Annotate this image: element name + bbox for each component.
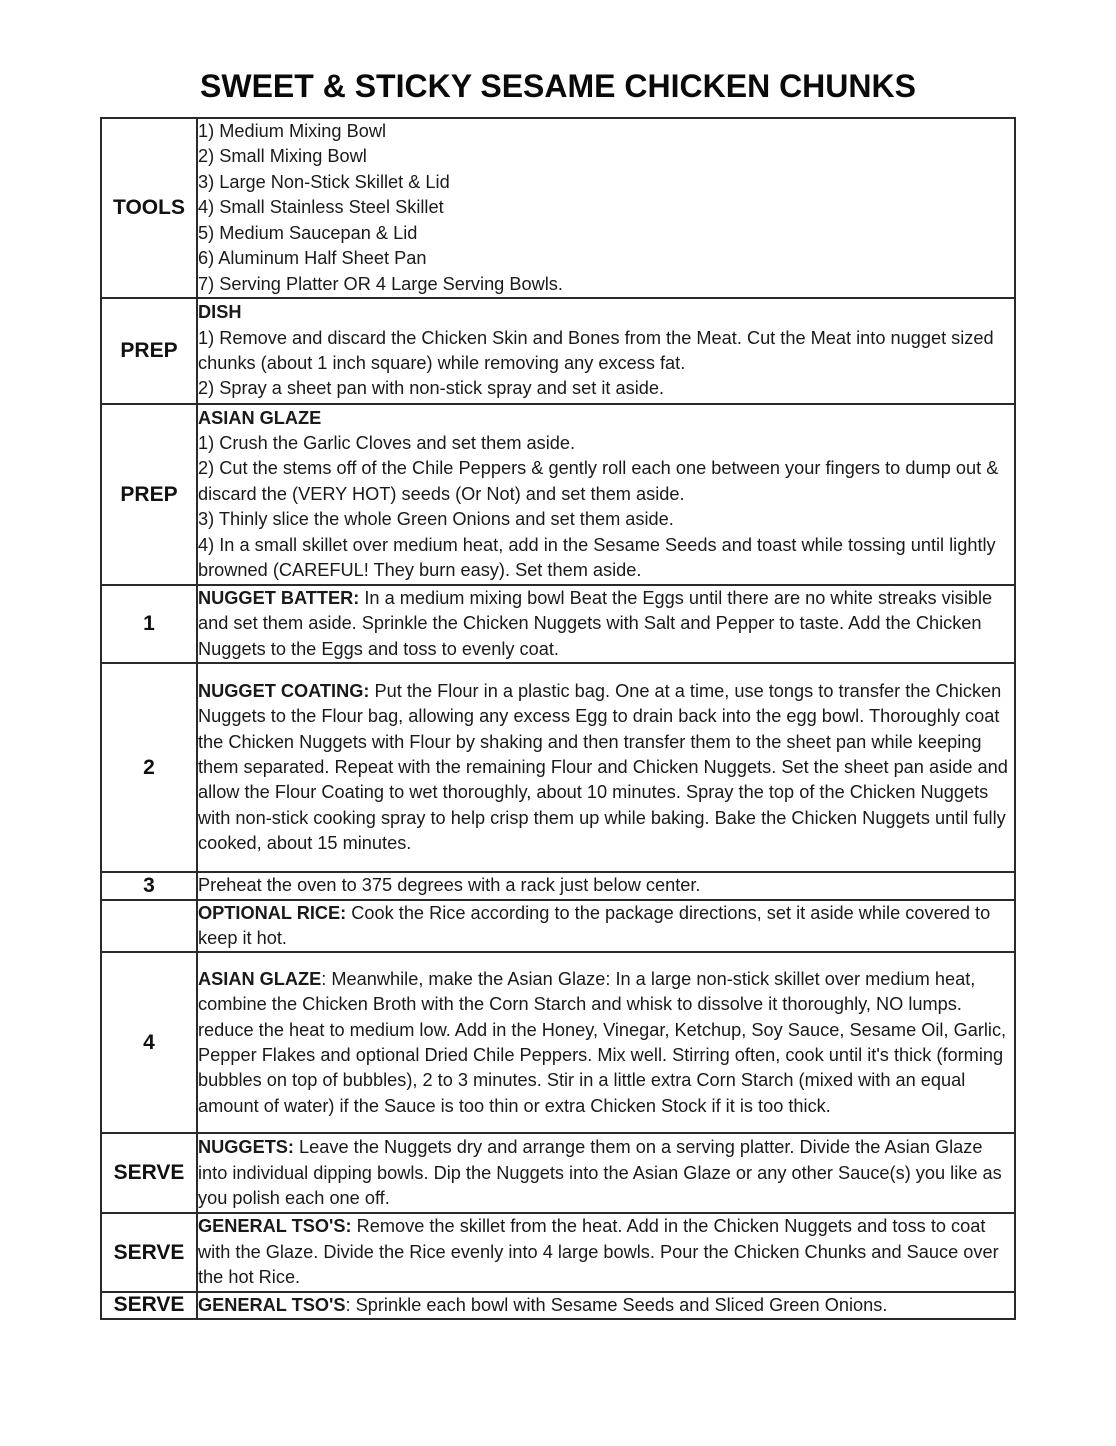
step-text: Preheat the oven to 375 degrees with a rack just below center. [198, 875, 701, 896]
step-content [197, 1292, 1015, 1319]
section-heading: DISH [198, 302, 242, 323]
step-content [197, 952, 1015, 1133]
row-label: 1 [101, 585, 197, 663]
row-label: SERVE [101, 1213, 197, 1291]
step-content [197, 585, 1015, 663]
table-row-optional-rice [101, 900, 1015, 953]
row-label: 2 [101, 663, 197, 872]
prep-step: 4) In a small skillet over medium heat, add in the Sesame Seeds and toast while tossing until lightly browned (CAREFUL! They burn easy). Set them aside. [198, 534, 996, 581]
step-lead: GENERAL TSO'S [198, 1294, 346, 1315]
step-text: Remove the skillet from the heat. Add in the Chicken Nuggets and toss to coat with the Glaze. Divide the Rice evenly into 4 large bowls. Pour the Chicken Chunks and Sauce over the hot Rice. [198, 1216, 999, 1288]
table-row-step-1 [101, 585, 1015, 663]
step-text: Cook the Rice according to the package directions, set it aside while covered to keep it hot. [198, 902, 991, 949]
prep-dish-content [197, 298, 1015, 404]
step-content [197, 900, 1015, 953]
tool-item: 3) Large Non-Stick Skillet & Lid [198, 171, 450, 192]
tool-item: 1) Medium Mixing Bowl [198, 121, 386, 142]
table-row-serve-nuggets [101, 1133, 1015, 1213]
step-text: Put the Flour in a plastic bag. One at a time, use tongs to transfer the Chicken Nuggets to the Flour bag, allowing any excess Egg to drain back into the egg bowl. Thoroughly coat the Chicken Nuggets with Flour by shaking and then transfer them to the sheet pan while keeping them separated. Repeat with the remaining Flour and Chicken Nuggets. Set the sheet pan aside and allow the Flour Coating to wet thoroughly, about 10 minutes. Spray the top of the Chicken Nuggets with non-stick cooking spray to help crisp them up while baking. Bake the Chicken Nuggets until fully cooked, about 15 minutes. [198, 680, 1008, 854]
row-label: PREP [101, 298, 197, 404]
prep-step: 3) Thinly slice the whole Green Onions and set them aside. [198, 509, 674, 530]
step-content [197, 1133, 1015, 1213]
tool-item: 5) Medium Saucepan & Lid [198, 222, 418, 243]
prep-step: 1) Remove and discard the Chicken Skin and Bones from the Meat. Cut the Meat into nugget sized chunks (about 1 inch square) while removing any excess fat. [198, 327, 994, 373]
step-lead: ASIAN GLAZE [198, 968, 322, 989]
row-label: PREP [101, 404, 197, 585]
row-label: 3 [101, 872, 197, 899]
step-lead: NUGGET BATTER: [198, 588, 360, 608]
recipe-table [100, 117, 1016, 1320]
table-row-step-2 [101, 663, 1015, 872]
tool-item: 6) Aluminum Half Sheet Pan [198, 248, 427, 269]
step-content [197, 872, 1015, 899]
table-row-tools [101, 118, 1015, 298]
step-text: : Meanwhile, make the Asian Glaze: In a large non-stick skillet over medium heat, combine the Chicken Broth with the Corn Starch and whisk to dissolve it thoroughly, NO lumps. reduce the heat to medium low. Add in the Honey, Vinegar, Ketchup, Soy Sauce, Sesame Oil, Garlic, Pepper Flakes and optional Dried Chile Peppers. Mix well. Stirring often, cook until it's thick (forming bubbles on top of bubbles), 2 to 3 minutes. Stir in a little extra Corn Starch (mixed with an equal amount of water) if the Sauce is too thin or extra Chicken Stock if it is too thick. [198, 968, 1007, 1116]
row-label [101, 900, 197, 953]
tool-item: 2) Small Mixing Bowl [198, 146, 367, 167]
step-lead: NUGGETS: [198, 1137, 294, 1158]
step-lead: OPTIONAL RICE: [198, 902, 347, 923]
row-label: 4 [101, 952, 197, 1133]
tool-item: 7) Serving Platter OR 4 Large Serving Bowls. [198, 273, 563, 294]
row-label: SERVE [101, 1292, 197, 1319]
prep-step: 2) Cut the stems off of the Chile Peppers & gently roll each one between your fingers to dump out & discard the (VERY HOT) seeds (Or Not) and set them aside. [198, 458, 999, 504]
step-text: Leave the Nuggets dry and arrange them on a serving platter. Divide the Asian Glaze into individual dipping bowls. Dip the Nuggets into the Asian Glaze or any other Sauce(s) you like as you polish each one off. [198, 1137, 1002, 1209]
section-heading: ASIAN GLAZE [198, 407, 322, 428]
tools-list [197, 118, 1015, 298]
prep-step: 2) Spray a sheet pan with non-stick spray and set it aside. [198, 378, 665, 399]
prep-step: 1) Crush the Garlic Cloves and set them aside. [198, 432, 576, 453]
table-row-prep-glaze [101, 404, 1015, 585]
table-row-step-3 [101, 872, 1015, 899]
step-content [197, 1213, 1015, 1291]
table-row-prep-dish [101, 298, 1015, 404]
row-label: SERVE [101, 1133, 197, 1213]
prep-glaze-content [197, 404, 1015, 585]
table-row-serve-general-tso [101, 1213, 1015, 1291]
step-content [197, 663, 1015, 872]
tool-item: 4) Small Stainless Steel Skillet [198, 197, 444, 218]
row-label: TOOLS [101, 118, 197, 298]
step-lead: GENERAL TSO'S: [198, 1216, 352, 1237]
step-text: In a medium mixing bowl Beat the Eggs until there are no white streaks visible and set them aside. Sprinkle the Chicken Nuggets with Salt and Pepper to taste. Add the Chicken Nuggets to the Eggs and toss to evenly coat. [198, 588, 993, 659]
step-lead: NUGGET COATING: [198, 680, 370, 701]
table-row-step-4 [101, 952, 1015, 1133]
step-text: : Sprinkle each bowl with Sesame Seeds and Sliced Green Onions. [345, 1294, 888, 1315]
table-row-serve-garnish [101, 1292, 1015, 1319]
recipe-title: SWEET & STICKY SESAME CHICKEN CHUNKS [200, 68, 916, 104]
